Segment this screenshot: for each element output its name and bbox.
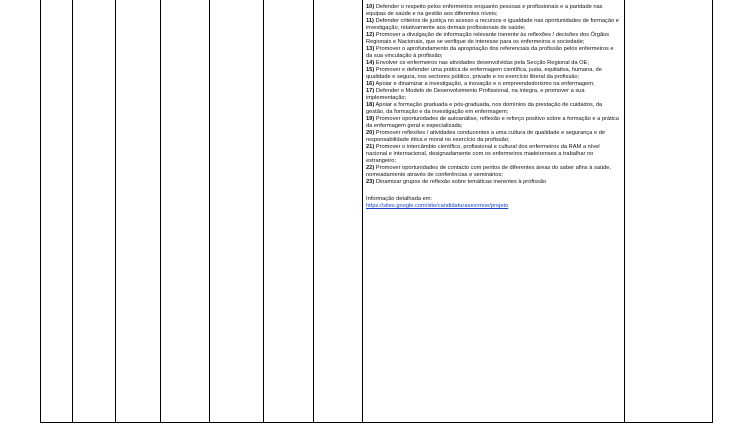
objective-number: 12) <box>366 32 375 38</box>
table-column-divider <box>712 0 713 423</box>
objective-text: Promover reflexões / atividades conducentes a uma cultura de qualidade e segurança e de responsabilidade ética e moral no exercício da profissão; <box>366 130 606 143</box>
table-column-divider <box>624 0 625 423</box>
objective-text: Defender o respeito pelos enfermeiros enquanto pessoas e profissionais e a paridade nas equipas de saúde e na gestão aos diferentes níveis; <box>366 4 603 17</box>
objective-text: Apoiar a formação graduada e pós-graduada, nos domínios da prestação de cuidados, da gestão, da formação e da investigação em enfermagem; <box>366 102 603 115</box>
spacer <box>366 186 620 196</box>
objective-text: Promover a divulgação de informação relevante inerente às reflexões / decisões dos Órgãos Regionais e Nacionais, que se verifique de interesse para os enfermeiros e sociedade; <box>366 32 610 45</box>
objective-item <box>366 46 620 60</box>
objective-item <box>366 18 620 32</box>
objective-item <box>366 144 620 165</box>
objective-item <box>366 60 620 67</box>
objective-item <box>366 130 620 144</box>
table-column-divider <box>209 0 210 423</box>
objective-text: Defender o Modelo de Desenvolvimento Profissional, na íntegra, e promover a sua implementação; <box>366 88 585 101</box>
table-column-divider <box>362 0 363 423</box>
objective-item <box>366 81 620 88</box>
objective-number: 11) <box>366 18 374 24</box>
objective-number: 17) <box>366 88 375 94</box>
objective-text: Promover e defender uma prática de enfermagem científica, justa, equitativa, humana, de qualidade e segura, nos sectores público, privado e no exercício liberal da profissão; <box>366 67 602 80</box>
objective-item <box>366 32 620 46</box>
objective-text: Apoiar e dinamizar a investigação, a inovação e o empreendedorismo na enfermagem; <box>375 81 595 87</box>
objective-text: Promover oportunidades de autoanálise, reflexão e reforço positivo sobre a formação e a prática da enfermagem geral e especializada; <box>366 116 619 129</box>
objective-number: 23) <box>366 179 375 185</box>
objective-item <box>366 165 620 179</box>
objective-text: Envolver os enfermeiros nas atividades desenvolvidas pela Secção Regional da OE; <box>375 60 589 66</box>
objective-text: Promover o intercâmbio científico, profissional e cultural dos enfermeiros da RAM a nível nacional e internacional, designadamente com os enfermeiros madeirenses a trabalhar no estrangeiro; <box>366 144 600 164</box>
table-column-divider <box>115 0 116 423</box>
objective-item <box>366 102 620 116</box>
objective-item <box>366 116 620 130</box>
objective-number: 20) <box>366 130 375 136</box>
objective-number: 15) <box>366 67 375 73</box>
objective-number: 13) <box>366 46 375 52</box>
objective-text: Defender critérios de justiça no acesso a recursos e igualdade nas oportunidades de formação e investigação, relativamente aos demais profissionais de saúde; <box>366 18 619 31</box>
table-column-divider <box>313 0 314 423</box>
objectives-cell <box>366 4 620 210</box>
objective-number: 16) <box>366 81 375 87</box>
objective-text: Dinamizar grupos de reflexão sobre temáticas inerentes à profissão <box>375 179 547 185</box>
info-link[interactable]: https://sites.google.com/site/candidaturasesrmoe/projeto <box>366 203 509 209</box>
objective-text: Promover oportunidades de contacto com peritos de diferentes áreas do saber afins à saúde, nomeadamente através de conferências e seminários; <box>366 165 612 178</box>
objective-item <box>366 179 620 186</box>
objective-number: 10) <box>366 4 375 10</box>
objective-number: 21) <box>366 144 375 150</box>
objective-text: Promover o aprofundamento da apropriação dos referenciais da profissão pelos enfermeiros e da sua vinculação à profissão; <box>366 46 614 59</box>
objective-number: 22) <box>366 165 375 171</box>
objectives-list <box>366 4 620 186</box>
objective-item <box>366 88 620 102</box>
objective-number: 14) <box>366 60 375 66</box>
objective-item <box>366 4 620 18</box>
objective-item <box>366 67 620 81</box>
objective-number: 18) <box>366 102 375 108</box>
table-column-divider <box>160 0 161 423</box>
table-column-divider <box>72 0 73 423</box>
info-label: Informação detalhada em: <box>366 196 433 202</box>
objective-number: 19) <box>366 116 375 122</box>
table-column-divider <box>263 0 264 423</box>
